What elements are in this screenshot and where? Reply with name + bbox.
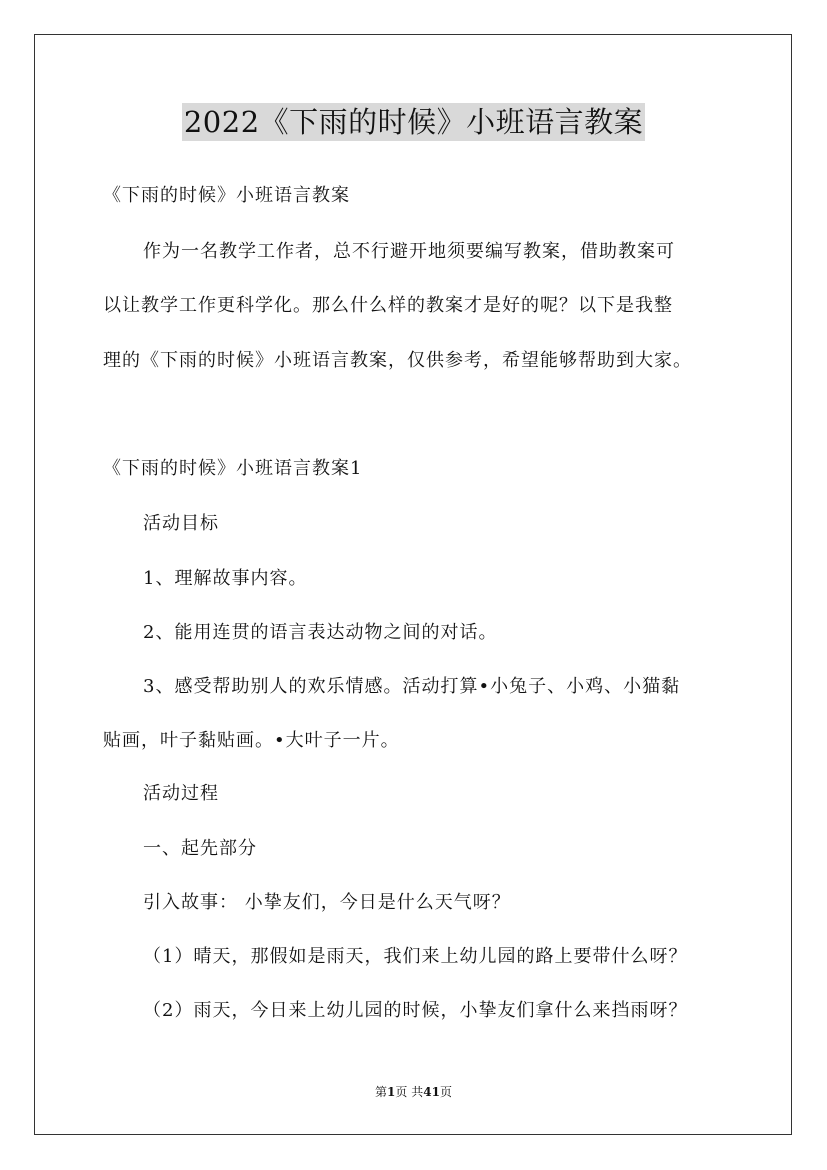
paragraph-line: 一、起先部分 xyxy=(143,838,257,859)
footer-mid: 页 共 xyxy=(395,1085,424,1099)
document-title: 2022《下雨的时候》小班语言教案 xyxy=(183,105,644,139)
subtitle: 《下雨的时候》小班语言教案 xyxy=(103,185,350,206)
paragraph-line: 活动过程 xyxy=(143,783,219,804)
footer-page-number: 1 xyxy=(387,1085,396,1099)
paragraph-line: 引入故事： 小挚友们，今日是什么天气呀？ xyxy=(143,892,511,913)
paragraph-line: （1）晴天，那假如是雨天，我们来上幼儿园的路上要带什么呀？ xyxy=(143,946,688,967)
footer-total-pages: 41 xyxy=(423,1085,440,1099)
paragraph-line: 以让教学工作更科学化。那么什么样的教案才是好的呢？以下是我整 xyxy=(103,295,673,316)
footer-suffix: 页 xyxy=(439,1085,452,1099)
paragraph-line: 2、能用连贯的语言表达动物之间的对话。 xyxy=(143,622,498,643)
paragraph-line: 1、理解故事内容。 xyxy=(143,568,308,589)
section-heading: 《下雨的时候》小班语言教案1 xyxy=(103,458,363,479)
page-footer xyxy=(0,1083,827,1100)
paragraph-line: 作为一名教学工作者，总不行避开地须要编写教案，借助教案可 xyxy=(143,241,675,262)
paragraph-line: 3、感受帮助别人的欢乐情感。活动打算•小兔子、小鸡、小猫黏 xyxy=(143,676,681,697)
paragraph-line: 理的《下雨的时候》小班语言教案，仅供参考，希望能够帮助到大家。 xyxy=(103,350,692,371)
document-title-wrap xyxy=(0,100,827,141)
paragraph-line: 贴画，叶子黏贴画。•大叶子一片。 xyxy=(103,730,400,751)
footer-prefix: 第 xyxy=(375,1085,388,1099)
paragraph-line: （2）雨天，今日来上幼儿园的时候，小挚友们拿什么来挡雨呀？ xyxy=(143,1000,688,1021)
paragraph-line: 活动目标 xyxy=(143,513,219,534)
